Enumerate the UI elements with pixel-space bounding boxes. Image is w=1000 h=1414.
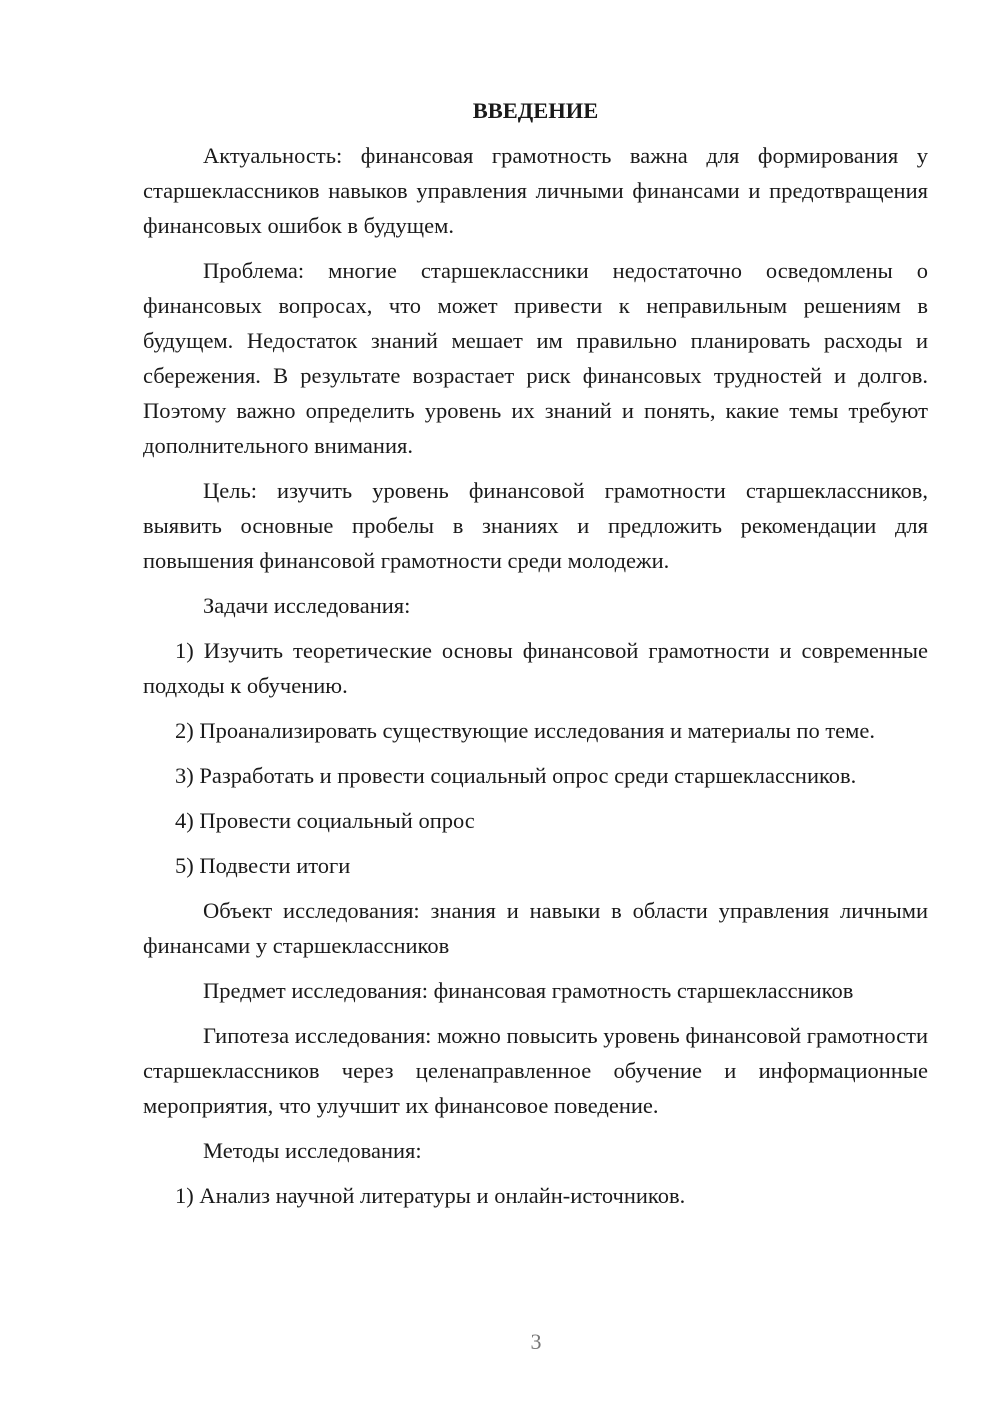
list-item-method-1: 1) Анализ научной литературы и онлайн-источников. xyxy=(175,1183,686,1208)
list-item-task-1: 1) Изучить теоретические основы финансовой грамотности и современные подходы к обучению. xyxy=(143,638,928,698)
list-item-task-2: 2) Проанализировать существующие исследования и материалы по теме. xyxy=(175,718,876,743)
paragraph-tasks-heading: Задачи исследования: xyxy=(203,593,411,618)
section-title: ВВЕДЕНИЕ xyxy=(472,98,599,123)
list-item-task-5: 5) Подвести итоги xyxy=(175,853,351,878)
paragraph-methods-heading: Методы исследования: xyxy=(203,1138,422,1163)
paragraph-relevance: Актуальность: финансовая грамотность важна для формирования у старшеклассников навыков управления личными финансами и предотвращения финансовых ошибок в будущем. xyxy=(143,143,928,238)
paragraph-goal: Цель: изучить уровень финансовой грамотности старшеклассников, выявить основные пробелы в знаниях и предложить рекомендации для повышения финансовой грамотности среди молодежи. xyxy=(143,478,928,573)
list-item-task-3: 3) Разработать и провести социальный опрос среди старшеклассников. xyxy=(175,763,857,788)
paragraph-subject: Предмет исследования: финансовая грамотность старшеклассников xyxy=(203,978,854,1003)
page-content xyxy=(143,93,928,1223)
paragraph-problem: Проблема: многие старшеклассники недостаточно осведомлены о финансовых вопросах, что может привести к неправильным решениям в будущем. Недостаток знаний мешает им правильно планировать расходы и сбережения. В результате возрастает риск финансовых трудностей и долгов. Поэтому важно определить уровень их знаний и понять, какие темы требуют дополнительного внимания. xyxy=(143,258,928,458)
paragraph-hypothesis: Гипотеза исследования: можно повысить уровень финансовой грамотности старшеклассников через целенаправленное обучение и информационные мероприятия, что улучшит их финансовое поведение. xyxy=(143,1023,928,1118)
list-item-task-4: 4) Провести социальный опрос xyxy=(175,808,475,833)
paragraph-object: Объект исследования: знания и навыки в области управления личными финансами у старшеклассников xyxy=(143,898,928,958)
page-number: 3 xyxy=(530,1329,542,1354)
